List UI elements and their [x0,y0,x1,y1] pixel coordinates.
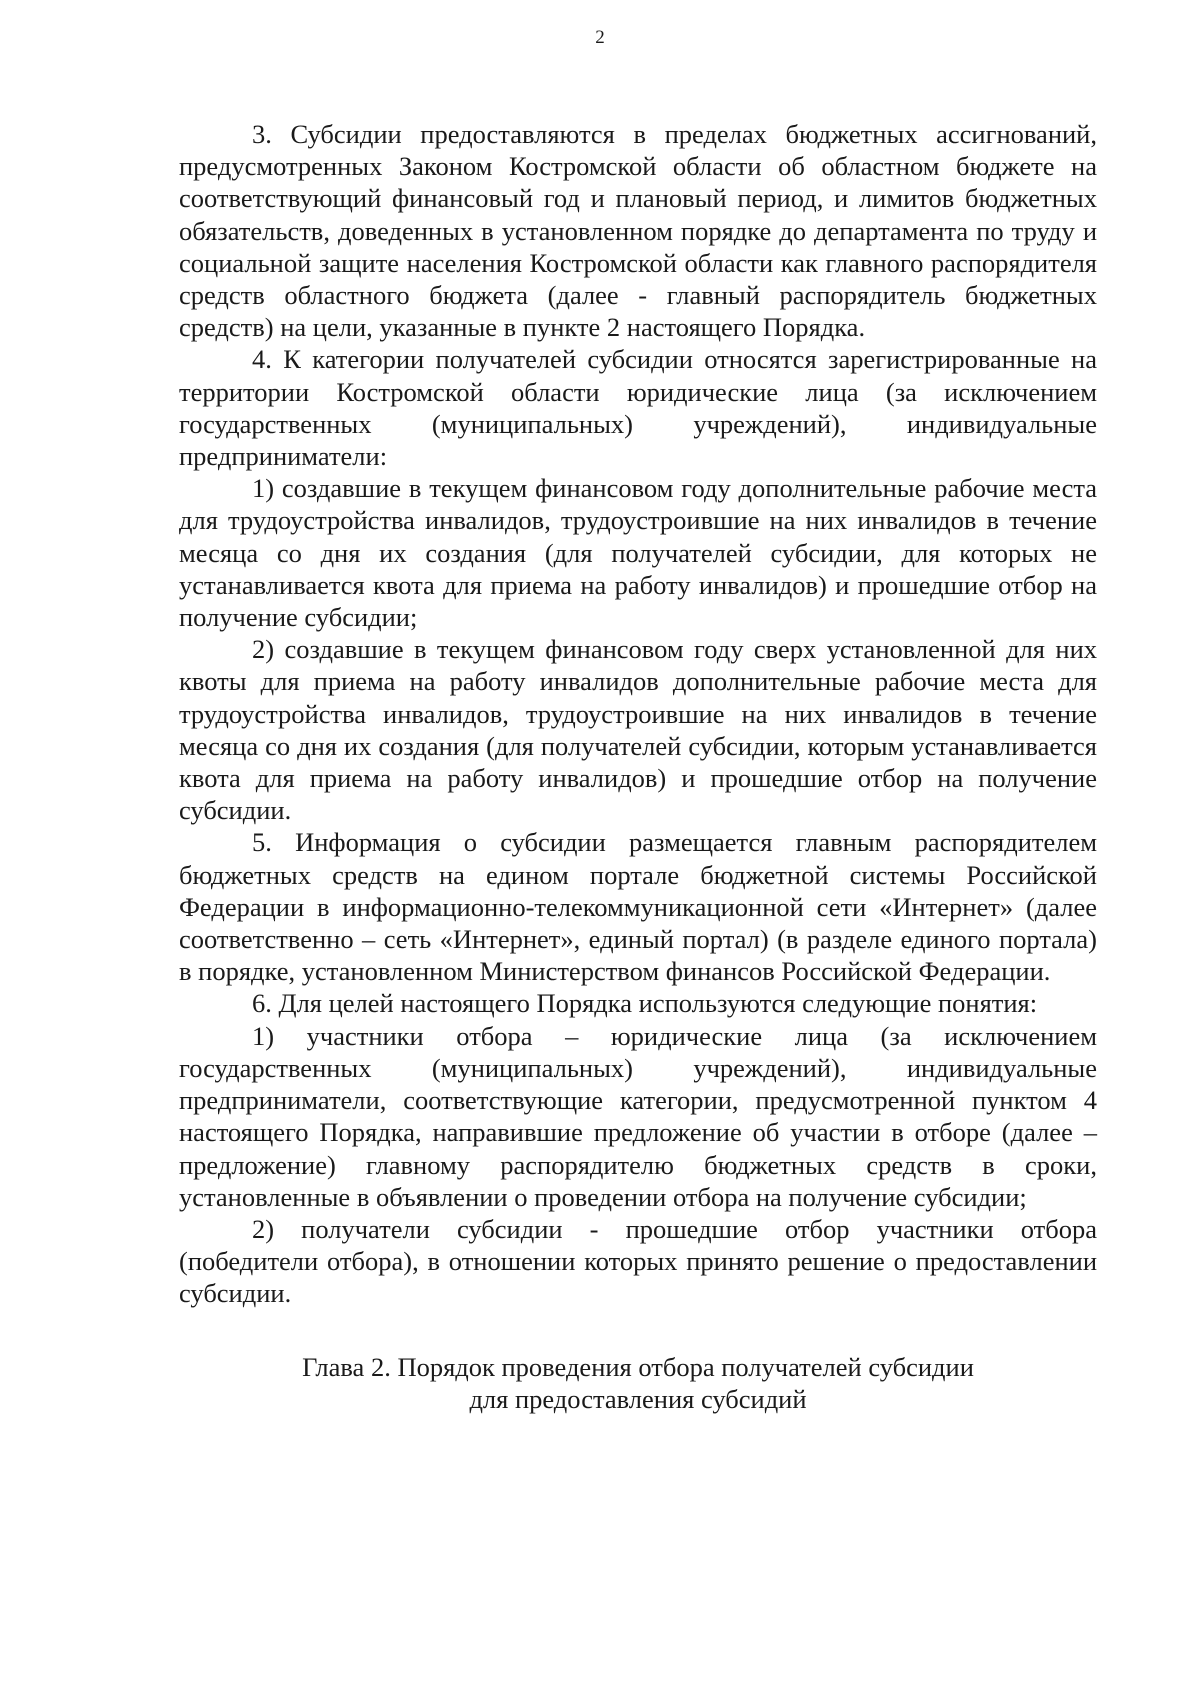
document-body [179,118,1097,1415]
paragraph-4: 4. К категории получателей субсидии относятся зарегистрированные на территории Костромской области юридические лица (за исключением государственных (муниципальных) учреждений), индивидуальные предприниматели: [179,344,1097,472]
paragraph-3: 3. Субсидии предоставляются в пределах бюджетных ассигнований, предусмотренных Законом Костромской области об областном бюджете на соответствующий финансовый год и плановый период, и лимитов бюджетных обязательств, доведенных в установленном порядке до департамента по труду и социальной защите населения Костромской области как главного распорядителя средств областного бюджета (далее - главный распорядитель бюджетных средств) на цели, указанные в пункте 2 настоящего Порядка. [179,119,1097,343]
chapter-heading [179,1351,1097,1415]
paragraph-4-item-1: 1) создавшие в текущем финансовом году дополнительные рабочие места для трудоустройства инвалидов, трудоустроившие на них инвалидов в течение месяца со дня их создания (для получателей субсидии, для которых не устанавливается квота для приема на работу инвалидов) и прошедшие отбор на получение субсидии; [179,473,1097,633]
paragraph-6-item-1: 1) участники отбора – юридические лица (за исключением государственных (муниципальных) учреждений), индивидуальные предприниматели, соответствующие категории, предусмотренной пунктом 4 настоящего Порядка, направившие предложение об участии в отборе (далее – предложение) главному распорядителю бюджетных средств в сроки, установленные в объявлении о проведении отбора на получение субсидии; [179,1020,1097,1212]
paragraph-6-item-2: 2) получатели субсидии - прошедшие отбор участники отбора (победители отбора), в отношении которых принято решение о предоставлении субсидии. [179,1213,1097,1309]
chapter-heading-line-2: для предоставления субсидий [469,1383,807,1414]
paragraph-4-item-2: 2) создавшие в текущем финансовом году сверх установленной для них квоты для приема на работу инвалидов дополнительные рабочие места для трудоустройства инвалидов, трудоустроившие на них инвалидов в течение месяца со дня их создания (для получателей субсидии, которым устанавливается квота для приема на работу инвалидов) и прошедшие отбор на получение субсидии. [179,634,1097,826]
page-number: 2 [595,27,605,48]
paragraph-5: 5. Информация о субсидии размещается главным распорядителем бюджетных средств на едином портале бюджетной системы Российской Федерации в информационно-телекоммуникационной сети «Интернет» (далее соответственно – сеть «Интернет», единый портал) (в разделе единого портала) в порядке, установленном Министерством финансов Российской Федерации. [179,827,1097,987]
chapter-heading-line-1: Глава 2. Порядок проведения отбора получателей субсидии [302,1351,974,1382]
paragraph-6: 6. Для целей настоящего Порядка используются следующие понятия: [252,988,1038,1019]
